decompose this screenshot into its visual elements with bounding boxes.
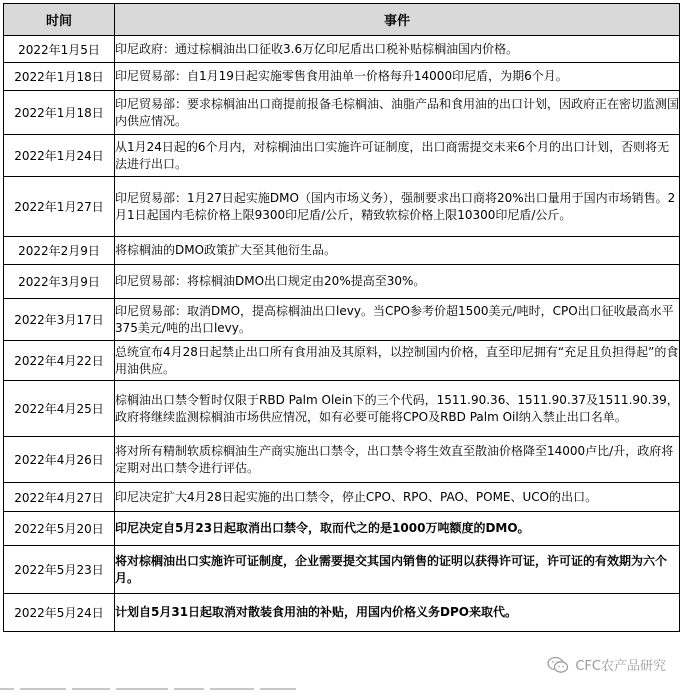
table-row <box>4 483 680 512</box>
column-header-date: 时间 <box>4 4 115 36</box>
row-event: 从1月24日起的6个月内，对棕榈油出口实施许可证制度，出口商需提交未来6个月的出口计划，否则将无法进行出口。 <box>115 135 680 177</box>
row-event: 印尼贸易部：自1月19日起实施零售食用油单一价格每升14000印尼盾，为期6个月。 <box>115 63 680 91</box>
row-date: 2022年2月9日 <box>4 237 115 265</box>
row-event: 印尼贸易部：将棕榈油DMO出口规定由20%提高至30%。 <box>115 265 680 299</box>
row-date: 2022年3月9日 <box>4 265 115 299</box>
row-event: 印尼决定扩大4月28日起实施的出口禁令，停止CPO、RPO、PAO、POME、UCO的出口。 <box>115 483 680 512</box>
table-row <box>4 135 680 177</box>
row-event: 印尼决定自5月23日起取消出口禁令，取而代之的是1000万吨额度的DMO。 <box>115 512 680 546</box>
table-row <box>4 546 680 594</box>
table-row <box>4 36 680 63</box>
table-row <box>4 341 680 381</box>
footnote-strip <box>0 688 682 694</box>
row-date: 2022年4月22日 <box>4 341 115 381</box>
row-event: 印尼贸易部：1月27日起实施DMO（国内市场义务），强制要求出口商将20%出口量用于国内市场销售。2月1日起国内毛棕价格上限9300印尼盾/公斤，精致软棕价格上限10300印尼盾/公斤。 <box>115 177 680 237</box>
row-date: 2022年5月20日 <box>4 512 115 546</box>
table-row <box>4 299 680 341</box>
row-date: 2022年1月18日 <box>4 91 115 135</box>
watermark-text: CFC农产品研究 <box>575 659 666 674</box>
row-event: 将棕榈油的DMO政策扩大至其他衍生品。 <box>115 237 680 265</box>
row-date: 2022年5月23日 <box>4 546 115 594</box>
policy-timeline-table <box>3 3 680 632</box>
row-event: 将对棕榈油出口实施许可证制度，企业需要提交其国内销售的证明以获得许可证，许可证的有效期为六个月。 <box>115 546 680 594</box>
row-event: 印尼贸易部：要求棕榈油出口商提前报备毛棕榈油、油脂产品和食用油的出口计划，因政府正在密切监测国内供应情况。 <box>115 91 680 135</box>
row-date: 2022年1月18日 <box>4 63 115 91</box>
table-row <box>4 177 680 237</box>
row-event: 总统宣布4月28日起禁止出口所有食用油及其原料，以控制国内价格，直至印尼拥有“充足且负担得起”的食用油供应。 <box>115 341 680 381</box>
table-row <box>4 237 680 265</box>
table-row <box>4 265 680 299</box>
wechat-icon <box>547 656 569 674</box>
row-event: 印尼政府：通过棕榈油出口征收3.6万亿印尼盾出口税补贴棕榈油国内价格。 <box>115 36 680 63</box>
row-date: 2022年5月24日 <box>4 594 115 632</box>
table-header-row <box>4 4 680 36</box>
row-date: 2022年1月24日 <box>4 135 115 177</box>
row-date: 2022年4月25日 <box>4 381 115 437</box>
row-date: 2022年1月27日 <box>4 177 115 237</box>
table-row <box>4 381 680 437</box>
table-row <box>4 594 680 632</box>
table-row <box>4 437 680 483</box>
row-event: 棕榈油出口禁令暂时仅限于RBD Palm Olein下的三个代码，1511.90.36、1511.90.37及1511.90.39，政府将继续监测棕榈油市场供应情况，如有必要可能将CPO及RBD Palm Oil纳入禁止出口名单。 <box>115 381 680 437</box>
row-date: 2022年1月5日 <box>4 36 115 63</box>
row-event: 印尼贸易部：取消DMO，提高棕榈油出口levy。当CPO参考价超1500美元/吨时，CPO出口征收最高水平375美元/吨的出口levy。 <box>115 299 680 341</box>
row-date: 2022年4月27日 <box>4 483 115 512</box>
table-row <box>4 512 680 546</box>
table-row <box>4 91 680 135</box>
table-body <box>4 36 680 632</box>
row-event: 将对所有精制软质棕榈油生产商实施出口禁令，出口禁令将生效直至散油价格降至14000卢比/升，政府将定期对出口禁令进行评估。 <box>115 437 680 483</box>
row-event: 计划自5月31日起取消对散装食用油的补贴，用国内价格义务DPO来取代。 <box>115 594 680 632</box>
row-date: 2022年4月26日 <box>4 437 115 483</box>
column-header-event: 事件 <box>115 4 680 36</box>
table-row <box>4 63 680 91</box>
watermark <box>547 655 666 674</box>
row-date: 2022年3月17日 <box>4 299 115 341</box>
